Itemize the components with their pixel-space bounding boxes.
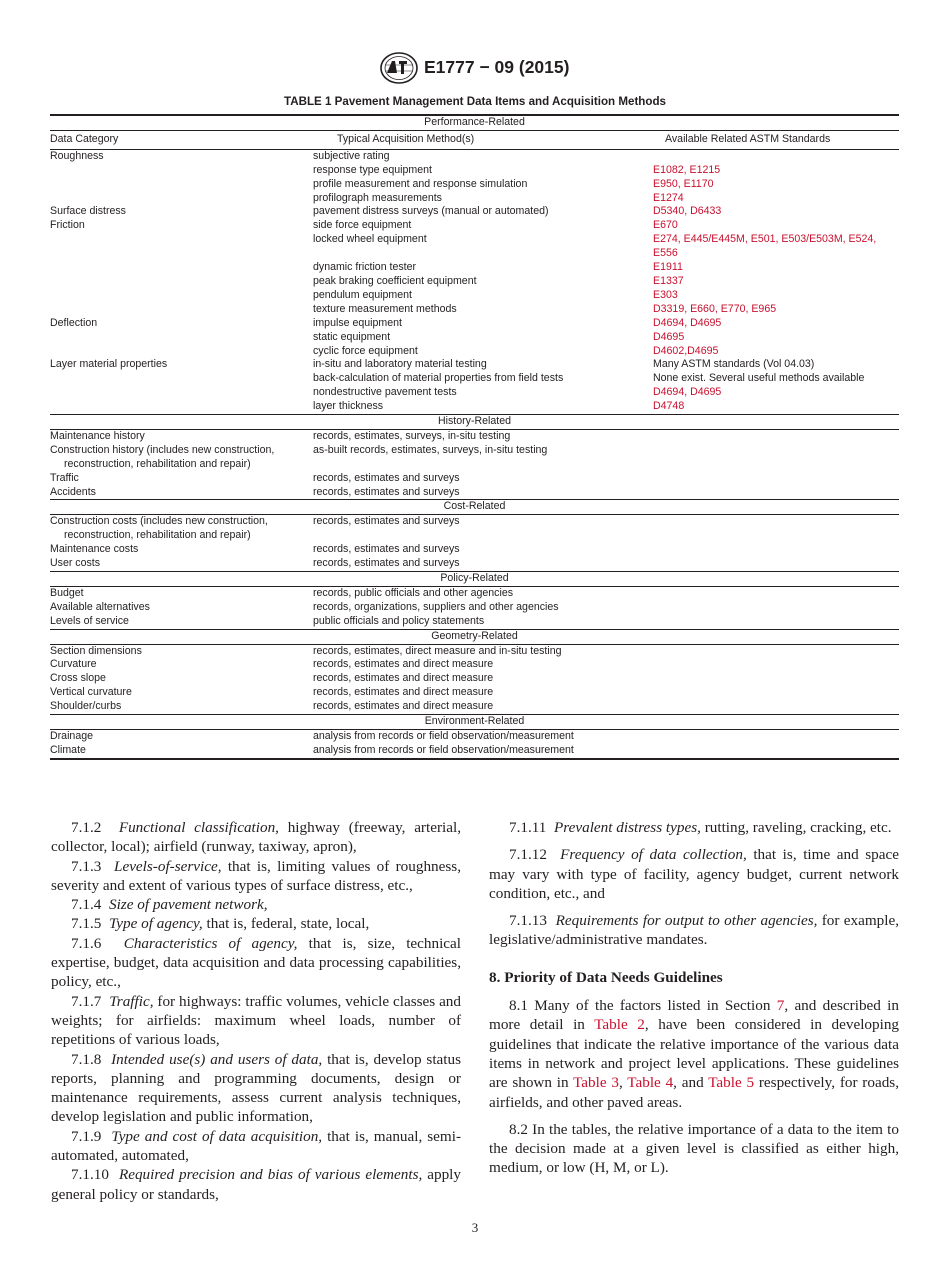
acquisition-method-cell: analysis from records or field observation/measurement xyxy=(313,744,653,759)
table-row xyxy=(50,729,899,743)
acquisition-method-cell: nondestructive pavement tests xyxy=(313,386,457,399)
column-header: Available Related ASTM Standards xyxy=(653,130,899,149)
acquisition-method-cell: cyclic force equipment xyxy=(313,344,418,357)
clause-term: Levels-of-service, xyxy=(114,857,222,875)
astm-standards-cell[interactable]: D3319, E660, E770, E965 xyxy=(653,302,777,315)
astm-standards-cell xyxy=(653,472,899,486)
clause-text: rutting, raveling, cracking, etc. xyxy=(700,819,892,836)
astm-standards-cell xyxy=(653,515,899,543)
acquisition-method-cell: records, organizations, suppliers and other agencies xyxy=(313,600,559,613)
astm-standards-cell xyxy=(653,601,899,615)
clause-paragraph xyxy=(489,845,899,903)
table-row xyxy=(50,744,899,759)
acquisition-method-cell: impulse equipment xyxy=(313,316,402,329)
table-row xyxy=(50,219,899,233)
table-4-link[interactable]: Table 4 xyxy=(627,1074,674,1092)
table-row xyxy=(50,331,899,345)
table-row xyxy=(50,686,899,700)
acquisition-method-cell: records, estimates and surveys xyxy=(313,486,653,500)
data-category-cell: Friction xyxy=(50,219,85,232)
astm-standards-cell xyxy=(653,700,899,714)
clause-term: Prevalent distress types, xyxy=(554,819,701,836)
acquisition-method-cell: peak braking coefficient equipment xyxy=(313,274,477,287)
data-category-cell: Section dimensions xyxy=(50,644,142,657)
clause-term: Type and cost of data acquisition, xyxy=(111,1127,323,1145)
standard-designation: E1777 − 09 (2015) xyxy=(424,57,570,77)
acquisition-method-cell: records, public officials and other agencies xyxy=(313,586,514,599)
clause-text: that is, federal, state, local, xyxy=(202,915,370,933)
table-section-header xyxy=(50,572,899,587)
astm-standards-cell[interactable]: D4695 xyxy=(653,330,685,343)
table-row xyxy=(50,586,899,600)
clause-term: Functional classification, xyxy=(118,819,279,836)
astm-standards-cell[interactable]: D4694, D4695 xyxy=(653,386,722,399)
acquisition-method-cell: records, estimates and surveys xyxy=(313,557,653,571)
data-category-cell: Layer material properties xyxy=(50,358,168,371)
clause-paragraph xyxy=(51,934,461,992)
acquisition-method-cell: records, estimates, surveys, in-situ testing xyxy=(313,429,511,442)
data-category-cell: Surface distress xyxy=(50,205,126,218)
acquisition-method-cell: records, estimates and direct measure xyxy=(313,658,494,671)
acquisition-method-cell: records, estimates and direct measure xyxy=(313,686,494,699)
astm-standards-cell xyxy=(653,543,899,557)
clause-text: for highways: traffic volumes, vehicle classes and weights; for airfields: maximum wheel loads, number of repetitions of various loads, xyxy=(51,992,461,1049)
data-category-cell xyxy=(50,289,313,303)
clause-number: 7.1.11 xyxy=(509,819,547,836)
astm-standards-cell xyxy=(653,744,899,759)
table-row xyxy=(50,429,899,443)
acquisition-method-cell: profilograph measurements xyxy=(313,191,442,204)
astm-standards-cell[interactable]: E1337 xyxy=(653,274,684,287)
data-category-cell: User costs xyxy=(50,557,313,571)
clause-paragraph xyxy=(51,1127,461,1166)
astm-standards-cell xyxy=(653,557,899,571)
section-title: Policy-Related xyxy=(50,572,899,587)
astm-standards-cell xyxy=(653,686,899,700)
clause-text: apply general policy or standards, xyxy=(51,1166,462,1203)
data-category-cell: Available alternatives xyxy=(50,600,150,613)
data-category-cell: Deflection xyxy=(50,316,98,329)
acquisition-method-cell: records, estimates and direct measure xyxy=(313,672,494,685)
clause-paragraph xyxy=(489,911,899,950)
table-3-link[interactable]: Table 3 xyxy=(573,1074,619,1092)
astm-standards-cell[interactable]: E274, E445/E445M, E501, E503/E503M, E524, E556 xyxy=(653,233,877,260)
clause-text: that is, time and space may vary with type of facility, agency budget, current network condition, etc., and xyxy=(489,846,899,902)
astm-standards-cell xyxy=(653,672,899,686)
data-category-cell: Cross slope xyxy=(50,672,106,685)
clause-number: 7.1.5 xyxy=(71,915,102,933)
data-category-cell: Climate xyxy=(50,744,313,759)
data-category-cell: Curvature xyxy=(50,658,97,671)
table-row xyxy=(50,289,899,303)
clause-number: 7.1.13 xyxy=(509,912,547,930)
table-row xyxy=(50,486,899,500)
acquisition-method-cell: layer thickness xyxy=(313,400,653,414)
data-category-cell: Drainage xyxy=(50,729,93,742)
acquisition-method-cell: static equipment xyxy=(313,330,391,343)
data-category-cell: Roughness xyxy=(50,149,104,162)
astm-standards-cell xyxy=(653,644,899,658)
clause-number: 7.1.4 xyxy=(71,896,102,914)
acquisition-method-cell: records, estimates and surveys xyxy=(313,515,460,528)
astm-standards-cell: None exist. Several useful methods available xyxy=(653,372,865,385)
astm-standards-cell xyxy=(653,658,899,672)
clause-term: Characteristics of agency, xyxy=(123,934,298,952)
clause-number: 7.1.3 xyxy=(71,857,102,875)
astm-standards-cell[interactable]: D4602,D4695 xyxy=(653,344,719,357)
clause-text: that is, limiting values of roughness, severity and extent of various types of surface distress, etc., xyxy=(51,857,462,894)
table-row xyxy=(50,400,899,414)
acquisition-method-cell: in-situ and laboratory material testing xyxy=(313,358,487,371)
paragraph-8-2: 8.2 In the tables, the relative importance of a data to the item to the decision made at a given level is classified as either high, medium, or low (H, M, or L). xyxy=(489,1120,899,1177)
section-title: Cost-Related xyxy=(50,500,899,515)
clause-number: 7.1.2 xyxy=(71,819,102,836)
astm-standards-cell[interactable]: E1911 xyxy=(653,261,683,274)
table-section-header xyxy=(50,415,899,430)
data-category-cell xyxy=(50,261,313,275)
clause-paragraph xyxy=(489,818,899,837)
clause-term: Requirements for output to other agencies, xyxy=(555,912,818,930)
clause-text: that is, size, technical expertise, budget, data acquisition and data processing capabilities, policy, etc., xyxy=(51,934,462,991)
acquisition-method-cell: dynamic friction tester xyxy=(313,261,417,274)
clause-paragraph xyxy=(51,992,461,1050)
astm-standards-cell[interactable]: E670 xyxy=(653,219,678,232)
clause-term: Traffic, xyxy=(109,992,154,1010)
clause-term: Required precision and bias of various elements, xyxy=(118,1166,423,1184)
astm-standards-cell[interactable]: E1274 xyxy=(653,191,684,204)
data-category-cell xyxy=(50,303,313,317)
data-category-cell: Levels of service xyxy=(50,615,313,629)
clause-paragraph xyxy=(51,1165,461,1204)
acquisition-method-cell: as-built records, estimates, surveys, in-situ testing xyxy=(313,443,548,456)
astm-standards-cell xyxy=(653,429,899,443)
data-category-cell xyxy=(50,192,313,206)
astm-standards-cell[interactable]: D4694, D4695 xyxy=(653,316,722,329)
data-category-cell xyxy=(50,164,313,178)
data-category-cell: Shoulder/curbs xyxy=(50,700,313,714)
data-category-cell xyxy=(50,386,313,400)
table-row xyxy=(50,601,899,615)
astm-standards-cell[interactable]: E1082, E1215 xyxy=(653,163,721,176)
table-row xyxy=(50,372,899,386)
column-header: Typical Acquisition Method(s) xyxy=(313,130,653,149)
table-row xyxy=(50,644,899,658)
table-row xyxy=(50,149,899,163)
table-row xyxy=(50,303,899,317)
data-category-cell: Budget xyxy=(50,586,84,599)
astm-standards-cell xyxy=(653,586,899,600)
clause-number: 7.1.9 xyxy=(71,1127,102,1145)
clause-text: that is, manual, semi-automated, automated, xyxy=(51,1127,462,1165)
data-category-cell xyxy=(50,372,313,386)
table-row xyxy=(50,317,899,331)
clause-term: Size of pavement network, xyxy=(108,896,268,914)
table-5-link[interactable]: Table 5 xyxy=(708,1074,755,1092)
clause-term: Intended use(s) and users of data, xyxy=(111,1050,323,1068)
data-category-cell: Vertical curvature xyxy=(50,686,132,699)
astm-standards-cell xyxy=(653,729,899,743)
table-row xyxy=(50,164,899,178)
clause-paragraph xyxy=(51,1050,461,1127)
astm-standards-cell xyxy=(653,615,899,629)
table-row xyxy=(50,658,899,672)
clause-paragraph xyxy=(51,857,461,896)
section-title: Geometry-Related xyxy=(50,629,899,644)
data-category-cell: Construction costs (includes new construction, reconstruction, rehabilitation and repair) xyxy=(50,515,268,542)
paragraph-8-1: 8.1 Many of the factors listed in Section 7, and described in more detail in Table 2, have been considered in developing guidelines that indicate the relative importance of the various data items in network and project level applications. These guidelines are shown in Table 3, Table 4, and Table 5 respectively, for roads, airfields, and other paved areas. xyxy=(489,997,900,1111)
data-category-cell xyxy=(50,400,313,414)
section-title: History-Related xyxy=(50,415,899,430)
table-row xyxy=(50,386,899,400)
clause-paragraph xyxy=(51,818,461,857)
body-column-right xyxy=(489,818,899,1178)
acquisition-method-cell: subjective rating xyxy=(313,149,390,162)
column-header: Data Category xyxy=(50,130,313,149)
data-category-cell: Maintenance history xyxy=(50,429,145,442)
astm-standards-cell[interactable]: E950, E1170 xyxy=(653,177,714,190)
astm-logo-icon xyxy=(379,52,419,84)
data-items-table xyxy=(50,114,899,760)
astm-standards-cell xyxy=(653,149,899,163)
section-title: Performance-Related xyxy=(50,115,899,130)
table-2-link[interactable]: Table 2 xyxy=(594,1016,645,1034)
table-title: TABLE 1 Pavement Management Data Items and Acquisition Methods xyxy=(283,95,666,108)
data-category-cell xyxy=(50,345,313,359)
astm-standards-cell[interactable]: E303 xyxy=(653,288,678,301)
table-row xyxy=(50,275,899,289)
table-row xyxy=(50,672,899,686)
astm-standards-cell[interactable]: D4748 xyxy=(653,400,899,414)
astm-standards-cell: Many ASTM standards (Vol 04.03) xyxy=(653,358,815,371)
data-category-cell xyxy=(50,275,313,289)
table-row xyxy=(50,615,899,629)
clause-number: 7.1.6 xyxy=(71,934,102,952)
acquisition-method-cell: public officials and policy statements xyxy=(313,615,653,629)
table-row xyxy=(50,205,899,219)
clause-text: highway (freeway, arterial, collector, local); airfield (runway, taxiway, apron), xyxy=(51,819,461,856)
table-row xyxy=(50,700,899,714)
acquisition-method-cell: analysis from records or field observation/measurement xyxy=(313,729,574,742)
table-row xyxy=(50,261,899,275)
clause-text: that is, develop status reports, planning and programming documents, design or maintenance requirements, assess current analysis techniques, develop legislation and public information, xyxy=(51,1050,461,1126)
data-category-cell: Construction history (includes new construction, reconstruction, rehabilitation and repair) xyxy=(50,443,275,470)
data-category-cell: Maintenance costs xyxy=(50,543,139,556)
astm-standards-cell xyxy=(653,444,899,472)
clause-term: Frequency of data collection, xyxy=(560,846,747,864)
acquisition-method-cell: pendulum equipment xyxy=(313,288,412,301)
acquisition-method-cell: response type equipment xyxy=(313,163,432,176)
data-category-cell xyxy=(50,178,313,192)
acquisition-method-cell: records, estimates and surveys xyxy=(313,543,460,556)
acquisition-method-cell: records, estimates and direct measure xyxy=(313,700,653,714)
table-section-header xyxy=(50,715,899,730)
page-number: 3 xyxy=(471,1220,479,1235)
clause-number: 7.1.8 xyxy=(71,1050,102,1068)
acquisition-method-cell: side force equipment xyxy=(313,219,412,232)
astm-standards-cell xyxy=(653,486,899,500)
table-row xyxy=(50,358,899,372)
section-heading: 8. Priority of Data Needs Guidelines xyxy=(489,968,723,986)
acquisition-method-cell: texture measurement methods xyxy=(313,302,457,315)
clause-paragraph xyxy=(51,895,461,914)
data-category-cell xyxy=(50,331,313,345)
table-row xyxy=(50,178,899,192)
section-link[interactable]: 7 xyxy=(776,997,785,1015)
body-column-left xyxy=(51,818,461,1204)
table-row xyxy=(50,472,899,486)
acquisition-method-cell: records, estimates, direct measure and in-situ testing xyxy=(313,644,562,657)
table-row xyxy=(50,444,899,472)
acquisition-method-cell: records, estimates and surveys xyxy=(313,471,460,484)
table-row xyxy=(50,557,899,571)
clause-number: 7.1.7 xyxy=(71,992,102,1010)
acquisition-method-cell: back-calculation of material properties from field tests xyxy=(313,372,564,385)
acquisition-method-cell: locked wheel equipment xyxy=(313,233,427,246)
table-row xyxy=(50,543,899,557)
clause-term: Type of agency, xyxy=(108,915,203,933)
clause-number: 7.1.12 xyxy=(509,846,547,864)
acquisition-method-cell: pavement distress surveys (manual or automated) xyxy=(313,205,549,218)
data-category-cell xyxy=(50,233,313,261)
table-section-header xyxy=(50,500,899,515)
page-header xyxy=(0,52,950,88)
clause-paragraph xyxy=(51,914,461,933)
table-row xyxy=(50,515,899,543)
clause-text: for example, legislative/administrative mandates. xyxy=(489,912,900,949)
table-row xyxy=(50,192,899,206)
astm-standards-cell[interactable]: D5340, D6433 xyxy=(653,205,722,218)
table-row xyxy=(50,233,899,261)
data-category-cell: Traffic xyxy=(50,471,79,484)
data-category-cell: Accidents xyxy=(50,486,313,500)
section-title: Environment-Related xyxy=(50,715,899,730)
table-column-header xyxy=(50,130,899,149)
clause-number: 7.1.10 xyxy=(71,1166,109,1184)
acquisition-method-cell: profile measurement and response simulation xyxy=(313,177,528,190)
table-section-header xyxy=(50,115,899,130)
table-section-header xyxy=(50,629,899,644)
table-row xyxy=(50,345,899,359)
